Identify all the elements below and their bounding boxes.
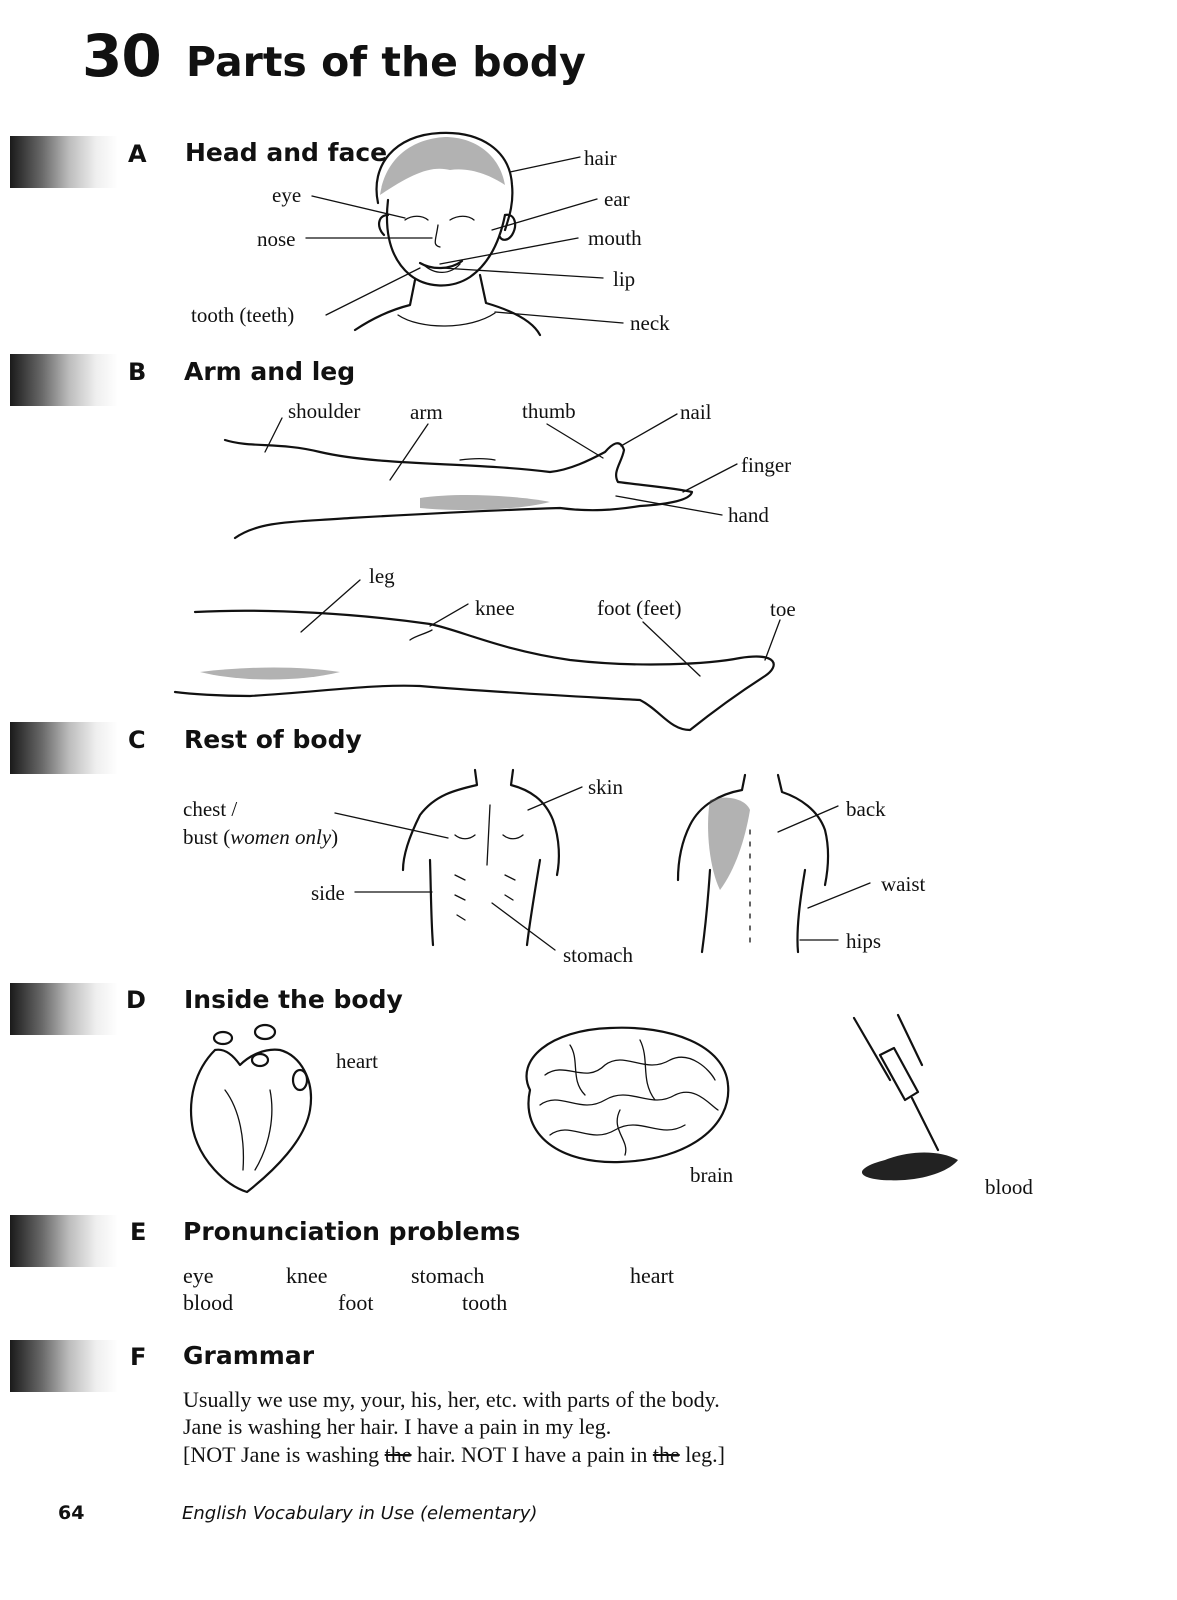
brain-illustration — [510, 1020, 735, 1170]
heart-illustration — [185, 1020, 325, 1200]
section-c-tab — [10, 722, 118, 774]
book-title: English Vocabulary in Use (elementary) — [182, 1503, 538, 1524]
grammar-line-2: Jane is washing her hair. I have a pain in my leg. — [183, 1414, 612, 1439]
back-illustration — [670, 770, 845, 955]
label-eye: eye — [272, 183, 302, 207]
label-ear: ear — [604, 187, 630, 211]
arm-illustration — [220, 430, 710, 550]
word-heart: heart — [630, 1263, 674, 1288]
label-back: back — [846, 797, 886, 821]
label-thumb: thumb — [522, 399, 576, 423]
section-e-heading: Pronunciation problems — [183, 1217, 521, 1246]
label-toe: toe — [770, 597, 796, 621]
section-d-letter: D — [126, 986, 146, 1014]
label-brain: brain — [690, 1163, 734, 1187]
label-waist: waist — [881, 872, 926, 896]
chest-illustration — [395, 765, 575, 955]
section-a-letter: A — [128, 140, 147, 168]
label-tooth: tooth (teeth) — [191, 303, 295, 327]
word-foot: foot — [338, 1290, 374, 1315]
word-stomach: stomach — [411, 1263, 485, 1288]
section-f-heading: Grammar — [183, 1341, 315, 1370]
unit-number: 30 — [82, 22, 161, 90]
section-e-letter: E — [130, 1218, 147, 1246]
section-b-tab — [10, 354, 118, 406]
page-number: 64 — [58, 1502, 85, 1524]
label-blood: blood — [985, 1175, 1033, 1199]
leg-illustration — [170, 600, 790, 740]
label-knee: knee — [475, 596, 515, 620]
label-bust: bust (women only) — [183, 825, 339, 849]
section-f-tab — [10, 1340, 118, 1392]
label-hair: hair — [584, 146, 617, 170]
section-f-letter: F — [130, 1343, 147, 1371]
word-eye: eye — [183, 1263, 214, 1288]
label-lip: lip — [613, 267, 636, 291]
section-e-tab — [10, 1215, 118, 1267]
label-heart: heart — [336, 1049, 378, 1073]
label-stomach: stomach — [563, 943, 633, 967]
section-a-heading: Head and face — [185, 138, 388, 167]
word-blood: blood — [183, 1290, 234, 1315]
label-chest: chest / — [183, 797, 238, 821]
section-b-heading: Arm and leg — [184, 357, 356, 386]
label-leg: leg — [369, 564, 395, 588]
grammar-line-3: [NOT Jane is washing the hair. NOT I have a pain in the leg.] — [183, 1442, 725, 1467]
word-tooth: tooth — [462, 1290, 508, 1315]
label-foot: foot (feet) — [597, 596, 682, 620]
blood-illustration — [850, 1010, 970, 1195]
label-hand: hand — [728, 503, 769, 527]
label-arm: arm — [410, 400, 443, 424]
section-d-heading: Inside the body — [184, 985, 403, 1014]
label-shoulder: shoulder — [288, 399, 361, 423]
label-hips: hips — [846, 929, 882, 953]
section-d-tab — [10, 983, 118, 1035]
label-skin: skin — [588, 775, 624, 799]
grammar-line-1: Usually we use my, your, his, her, etc. with parts of the body. — [183, 1387, 720, 1412]
section-c-heading: Rest of body — [184, 725, 362, 754]
word-knee: knee — [286, 1263, 328, 1288]
label-side: side — [311, 881, 345, 905]
label-mouth: mouth — [588, 226, 642, 250]
label-nail: nail — [680, 400, 712, 424]
label-finger: finger — [741, 453, 792, 477]
label-nose: nose — [257, 227, 296, 251]
section-c-letter: C — [128, 726, 146, 754]
page-title: Parts of the body — [186, 38, 586, 86]
label-neck: neck — [630, 311, 670, 335]
section-b-letter: B — [128, 358, 147, 386]
